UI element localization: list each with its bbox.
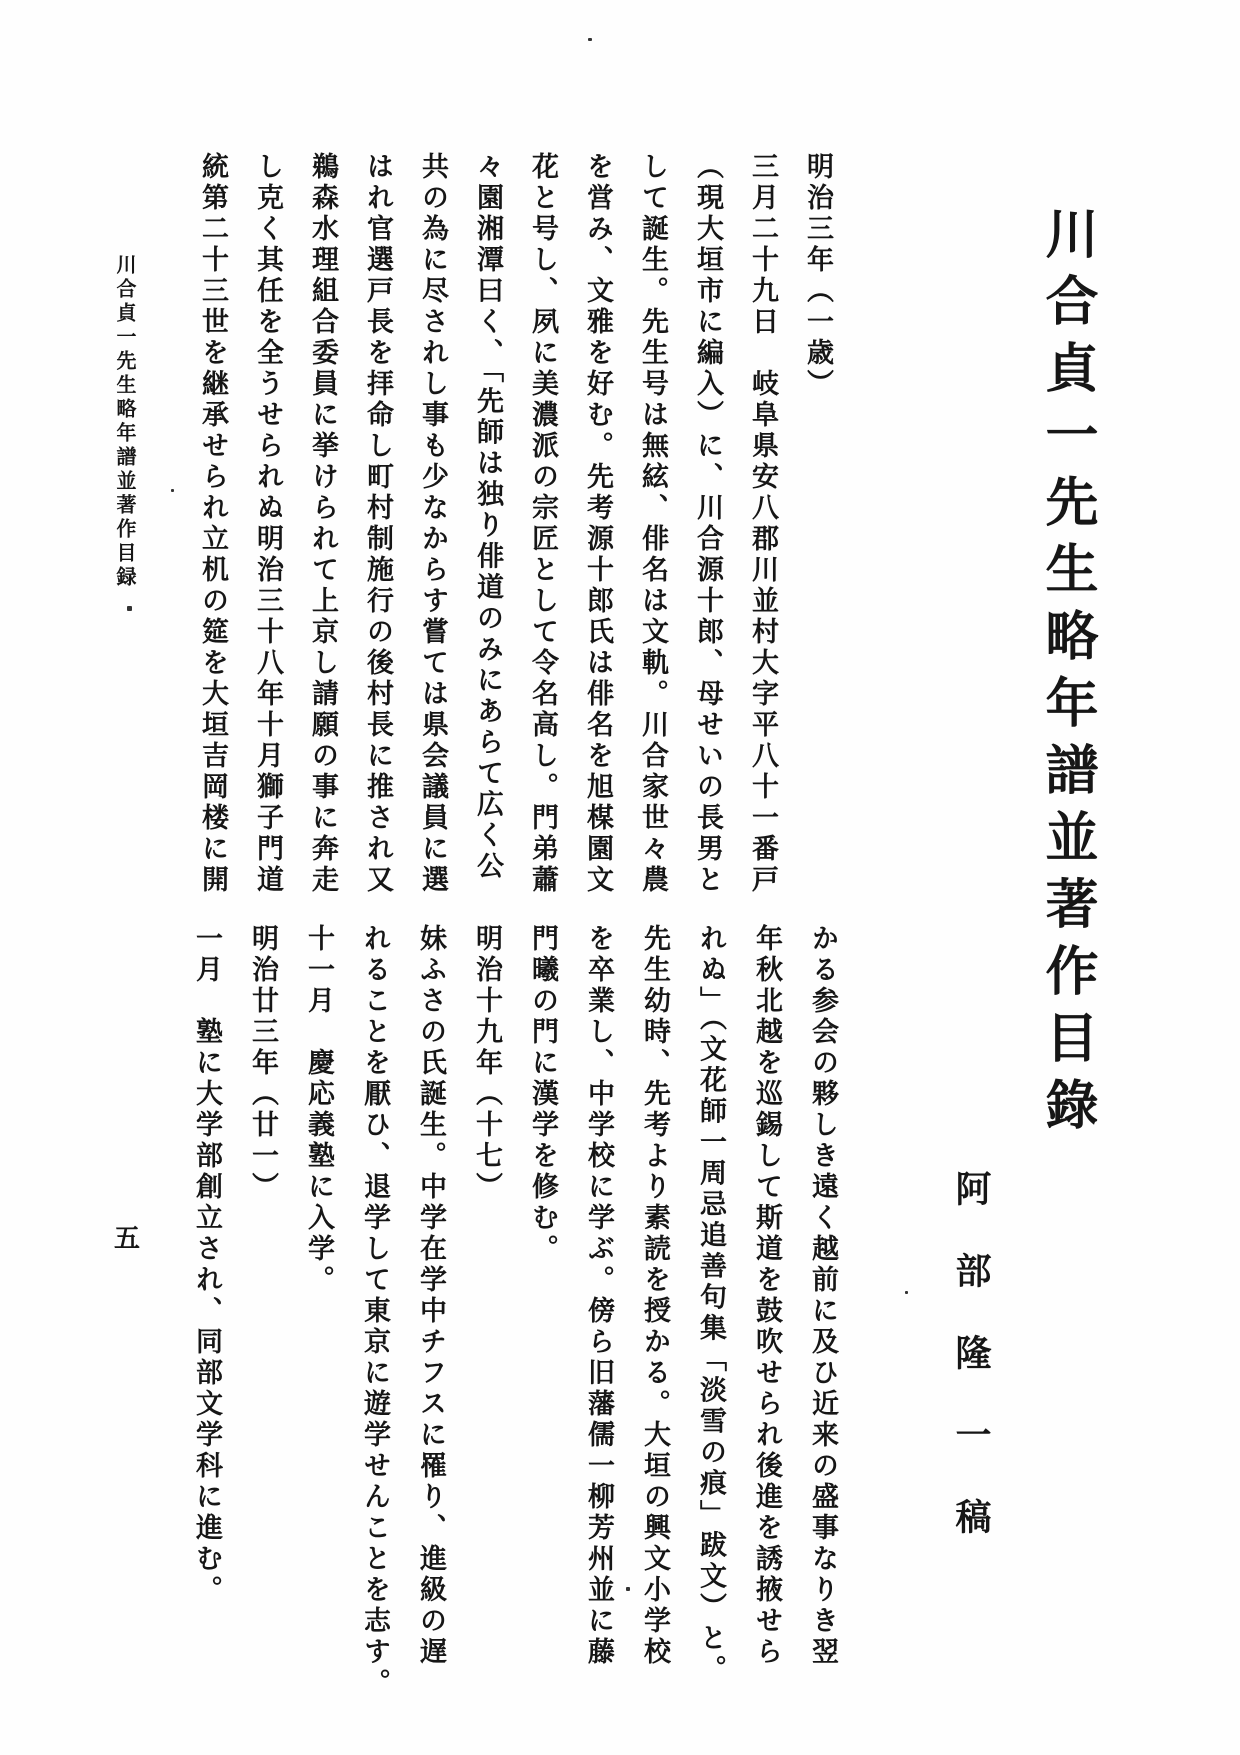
text-column-year-heading: 明治廿三年（廿一） (247, 924, 278, 1203)
margin-running-title: 川合貞一先生略年譜並著作目録 (113, 254, 137, 590)
text-column: 先生幼時、先考より素読を授かる。大垣の興文小学校 (639, 924, 670, 1668)
text-column: 々園湘潭曰く、「先師は独り俳道のみにあらて広く公 (472, 152, 503, 883)
text-column-year-heading: 明治三年（一歳） (802, 152, 833, 400)
text-column: 妹ふさの氏誕生。中学在学中チフスに罹り、進級の遅 (415, 924, 446, 1668)
text-column: 十一月 慶応義塾に入学。 (303, 924, 334, 1296)
text-column: を卒業し、中学校に学ぶ。傍ら旧藩儒一柳芳州並に藤 (583, 924, 614, 1668)
text-column: して誕生。先生号は無絃、俳名は文軌。川合家世々農 (637, 152, 668, 896)
text-column: 年秋北越を巡錫して斯道を鼓吹せられ後進を誘掖せら (751, 924, 782, 1668)
text-column-year-heading: 明治十九年（十七） (471, 924, 502, 1203)
text-column: を営み、文雅を好む。先考源十郎氏は俳名を旭楳園文 (582, 152, 613, 896)
text-column: （現大垣市に編入）に、川合源十郎、母せいの長男と (692, 152, 723, 896)
text-column: はれ官選戸長を拝命し町村制施行の後村長に推され又 (362, 152, 393, 896)
lower-text-band (176, 924, 850, 1699)
scan-speck (171, 489, 174, 492)
text-column: 三月二十九日 岐阜県安八郡川並村大字平八十一番戸 (747, 152, 778, 896)
scan-speck (626, 1587, 630, 1591)
scan-speck (588, 38, 592, 41)
text-column: れることを厭ひ、退学して東京に遊学せんことを志す。 (359, 924, 390, 1699)
text-column: かる参会の夥しき遠く越前に及ひ近来の盛事なりき翌 (807, 924, 838, 1668)
text-column: 門曦の門に漢学を修む。 (527, 924, 558, 1265)
text-column: 共の為に尽されし事も少なからす嘗ては県会議員に選 (417, 152, 448, 896)
page-number: 五 (114, 1224, 141, 1254)
scan-speck (905, 1291, 908, 1294)
text-column: 鵜森水理組合委員に挙けられて上京し請願の事に奔走 (307, 152, 338, 896)
text-column: れぬ」（文花師一周忌追善句集「淡雪の痕」跋文）と。 (695, 924, 726, 1686)
upper-text-band (183, 152, 845, 920)
author-name: 阿部隆一稿 (950, 1170, 992, 1580)
text-column: 統第二十三世を継承せられ立机の筵を大垣吉岡楼に開 (197, 152, 228, 896)
text-column: 一月 塾に大学部創立され、同部文学科に進む。 (191, 924, 222, 1606)
text-column: 花と号し、夙に美濃派の宗匠として令名高し。門弟蕭 (527, 152, 558, 896)
scan-speck (127, 606, 132, 611)
page-title: 川合貞一先生略年譜並著作目錄 (1037, 206, 1099, 1144)
text-column: し克く其任を全うせられぬ明治三十八年十月獅子門道 (252, 152, 283, 896)
